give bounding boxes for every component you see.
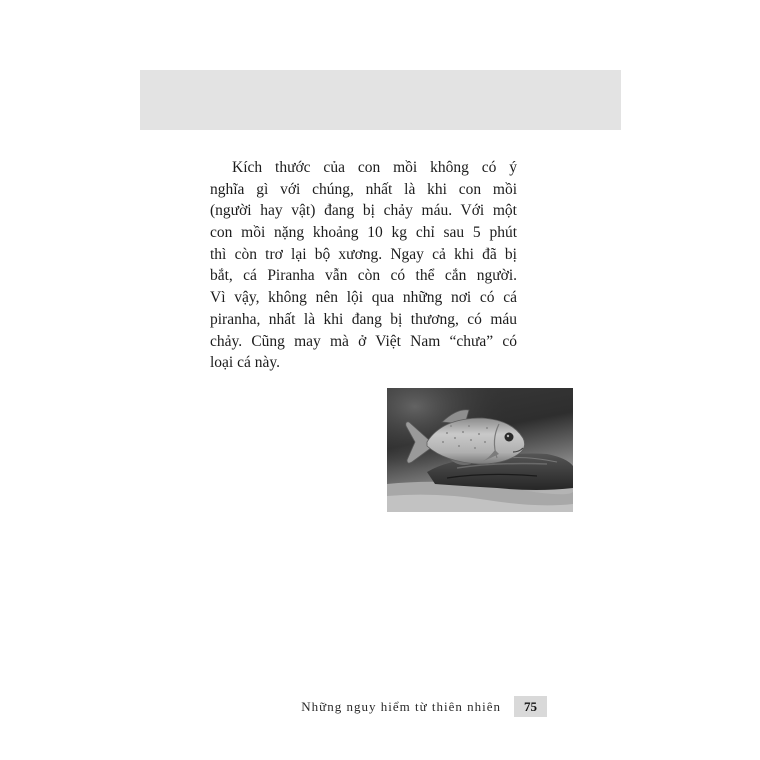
piranha-photo xyxy=(387,388,573,512)
paragraph-line: thì còn trơ lại bộ xương. Ngay cả khi đã bị xyxy=(210,245,517,263)
paragraph-line: Vì vậy, không nên lội qua những nơi có cá xyxy=(210,289,517,307)
paragraph-line: chảy. Cũng may mà ở Việt Nam “chưa” có xyxy=(210,332,517,350)
paragraph-line: piranha, nhất là khi đang bị thương, có máu xyxy=(210,310,517,328)
paragraph-line: con mồi nặng khoảng 10 kg chỉ sau 5 phút xyxy=(210,224,517,242)
paragraph-line: loại cá này. xyxy=(210,354,280,372)
body-paragraph xyxy=(210,157,517,374)
running-title: Những nguy hiểm từ thiên nhiên xyxy=(301,699,501,714)
paragraph-line: (người hay vật) đang bị chảy máu. Với một xyxy=(210,202,517,220)
paragraph-line: nghĩa gì với chúng, nhất là khi con mồi xyxy=(210,180,517,198)
paragraph-line: bắt, cá Piranha vẫn còn có thể cắn người. xyxy=(210,267,517,285)
page-number: 75 xyxy=(514,696,547,717)
paragraph-line: Kích thước của con mồi không có ý xyxy=(232,159,517,176)
header-band xyxy=(140,70,621,130)
